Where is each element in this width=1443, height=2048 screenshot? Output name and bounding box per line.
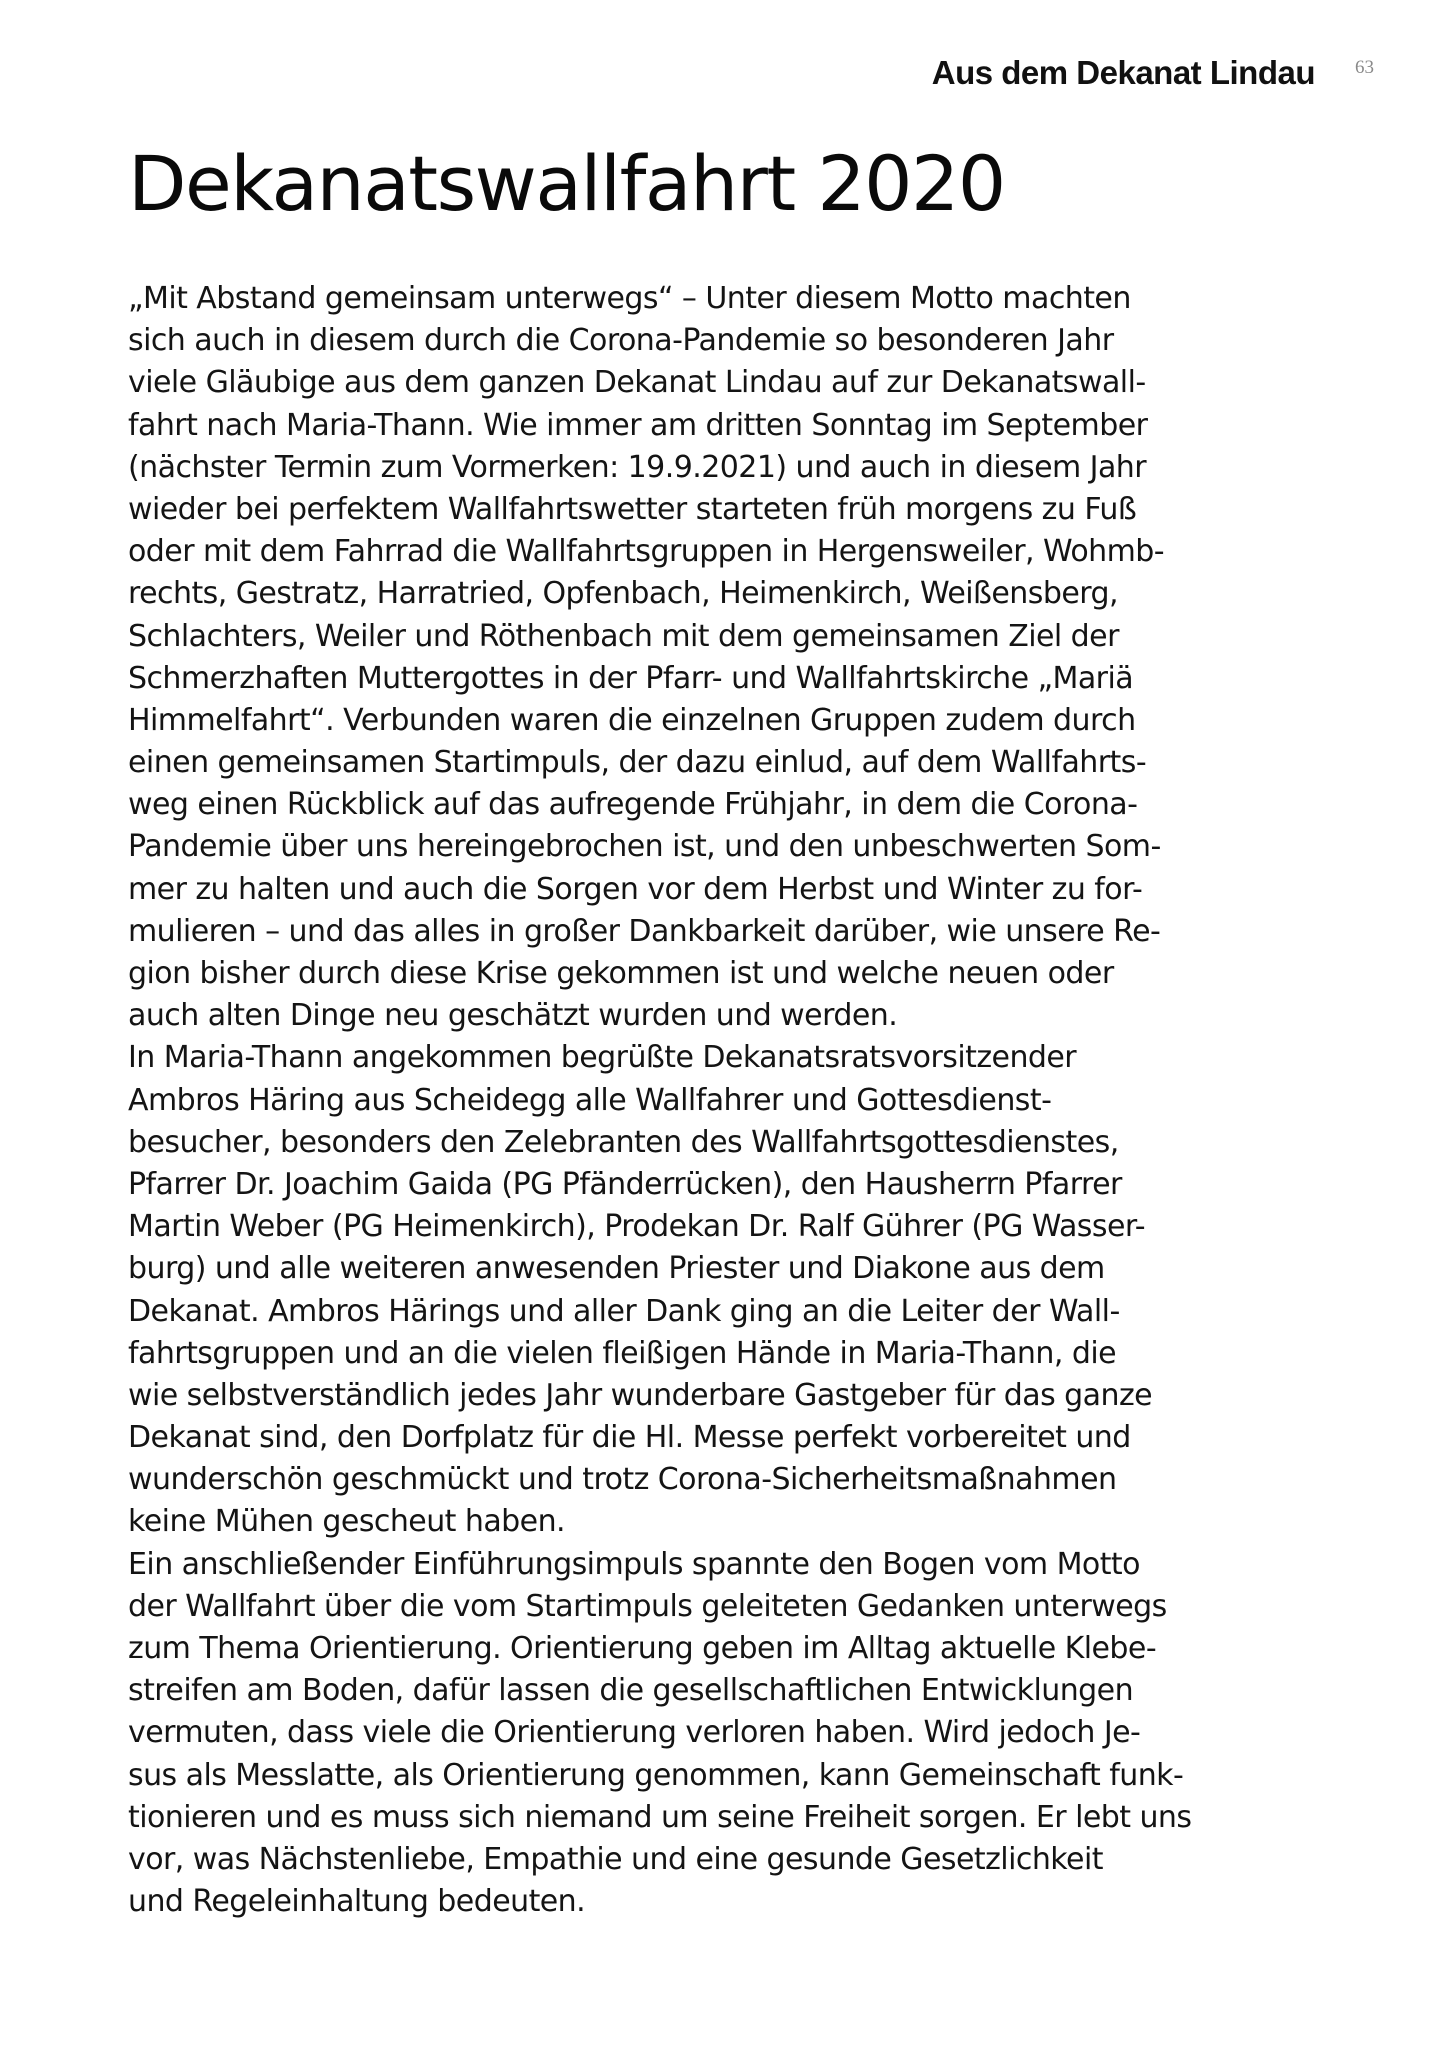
article-text-line: Himmelfahrt“. Verbunden waren die einzelnen Gruppen zudem durch <box>128 702 1136 738</box>
article-text-line: fahrtsgruppen und an die vielen fleißigen Hände in Maria-Thann, die <box>128 1335 1117 1371</box>
article-text-line: Schmerzhaften Muttergottes in der Pfarr- und Wallfahrtskirche „Mariä <box>128 660 1134 696</box>
article-text-line: keine Mühen gescheut haben. <box>128 1504 566 1540</box>
article-text-line: Pfarrer Dr. Joachim Gaida (PG Pfänderrücken), den Hausherrn Pfarrer <box>128 1166 1122 1202</box>
article-text-line: burg) und alle weiteren anwesenden Priester und Diakone aus dem <box>128 1251 1105 1287</box>
article-text-line: gion bisher durch diese Krise gekommen ist und welche neuen oder <box>128 956 1114 991</box>
page-number: 63 <box>1355 57 1374 78</box>
article-text-line: oder mit dem Fahrrad die Wallfahrtsgruppen in Hergensweiler, Wohmb- <box>128 534 1165 570</box>
article-text-line: zum Thema Orientierung. Orientierung geben im Alltag aktuelle Klebe- <box>128 1631 1157 1666</box>
article-text-line: fahrt nach Maria-Thann. Wie immer am dritten Sonntag im September <box>128 407 1148 443</box>
article-text-line: (nächster Termin zum Vormerken: 19.9.2021) und auch in diesem Jahr <box>128 449 1147 485</box>
article-text-line: Schlachters, Weiler und Röthenbach mit dem gemeinsamen Ziel der <box>128 618 1119 654</box>
article-text-line: der Wallfahrt über die vom Startimpuls geleiteten Gedanken unterwegs <box>128 1588 1167 1624</box>
article-text-line: In Maria-Thann angekommen begrüßte Dekanatsratsvorsitzender <box>128 1040 1077 1076</box>
article-text-line: weg einen Rückblick auf das aufregende Frühjahr, in dem die Corona- <box>128 787 1138 823</box>
article-text-line: mulieren – und das alles in großer Dankbarkeit darüber, wie unsere Re- <box>128 913 1161 949</box>
article-text-line: Dekanat. Ambros Härings und aller Dank ging an die Leiter der Wall- <box>128 1293 1120 1329</box>
article-title: Dekanatswallfahrt 2020 <box>128 139 1005 228</box>
article-text-line: und Regeleinhaltung bedeuten. <box>128 1884 586 1920</box>
article-text-line: tionieren und es muss sich niemand um seine Freiheit sorgen. Er lebt uns <box>128 1799 1192 1835</box>
article-text-line: einen gemeinsamen Startimpuls, der dazu einlud, auf dem Wallfahrts- <box>128 745 1147 781</box>
article-text-line: wunderschön geschmückt und trotz Corona-Sicherheitsmaßnahmen <box>128 1462 1117 1498</box>
article-text-line: besucher, besonders den Zelebranten des Wallfahrtsgottesdienstes, <box>128 1124 1119 1160</box>
article-text-line: wie selbstverständlich jedes Jahr wunderbare Gastgeber für das ganze <box>128 1377 1153 1413</box>
article-text-line: wieder bei perfektem Wallfahrtswetter starteten früh morgens zu Fuß <box>128 491 1137 527</box>
article-text-line: „Mit Abstand gemeinsam unterwegs“ – Unter diesem Motto machten <box>128 281 1131 316</box>
article-text-line: Pandemie über uns hereingebrochen ist, und den unbeschwerten Som- <box>128 829 1161 865</box>
article-text-line: streifen am Boden, dafür lassen die gesellschaftlichen Entwicklungen <box>128 1673 1134 1709</box>
article-text-line: Dekanat sind, den Dorfplatz für die Hl. Messe perfekt vorbereitet und <box>128 1420 1131 1456</box>
article-text-line: rechts, Gestratz, Harratried, Opfenbach, Heimenkirch, Weißensberg, <box>128 576 1118 612</box>
article-text-line: vermuten, dass viele die Orientierung verloren haben. Wird jedoch Je- <box>128 1715 1141 1751</box>
article-text-line: sus als Messlatte, als Orientierung genommen, kann Gemeinschaft funk- <box>128 1757 1184 1793</box>
article-text-line: viele Gläubige aus dem ganzen Dekanat Lindau auf zur Dekanatswall- <box>128 365 1146 401</box>
article-text-line: Ambros Häring aus Scheidegg alle Wallfahrer und Gottesdienst- <box>128 1082 1052 1118</box>
article-text-line: mer zu halten und auch die Sorgen vor dem Herbst und Winter zu for- <box>128 871 1143 907</box>
article-text-line: sich auch in diesem durch die Corona-Pandemie so besonderen Jahr <box>128 323 1114 359</box>
article-body <box>128 278 1328 1923</box>
article-text-line: Ein anschließender Einführungsimpuls spannte den Bogen vom Motto <box>128 1546 1140 1582</box>
article-text-line: auch alten Dinge neu geschätzt wurden und werden. <box>128 998 898 1034</box>
article-text-line: vor, was Nächstenliebe, Empathie und eine gesunde Gesetzlichkeit <box>128 1841 1103 1877</box>
article-text-line: Martin Weber (PG Heimenkirch), Prodekan Dr. Ralf Gührer (PG Wasser- <box>128 1209 1145 1245</box>
running-header: Aus dem Dekanat Lindau <box>931 54 1315 91</box>
